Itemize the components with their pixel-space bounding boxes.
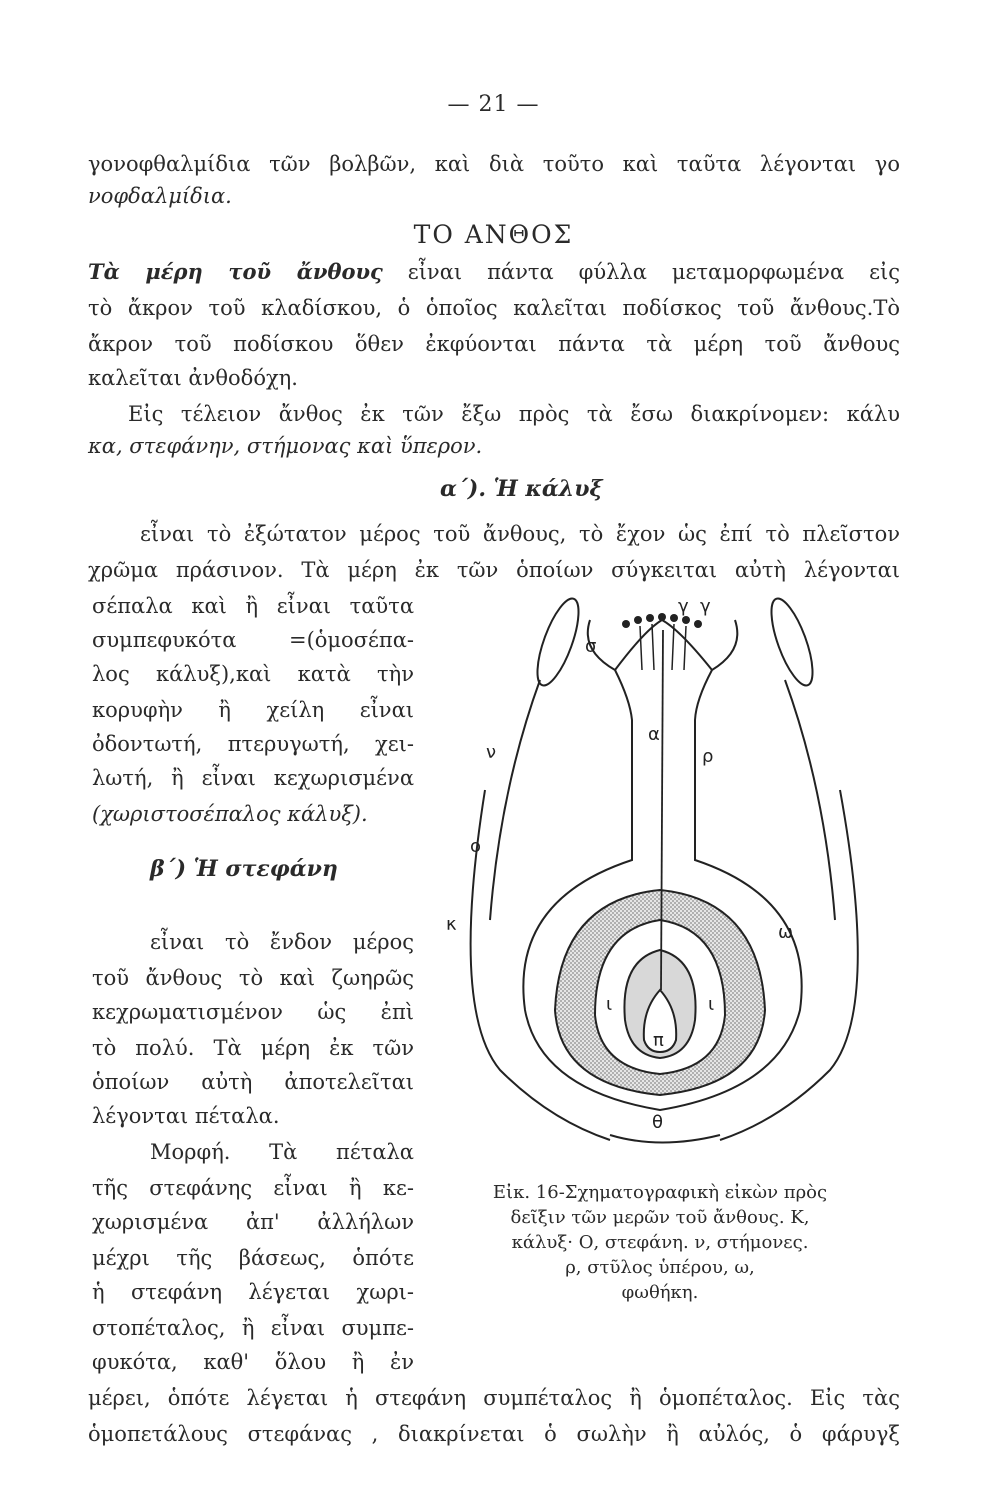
col-b-line-5: ὁποίων αὐτὴ ἀποτελεῖται xyxy=(92,1070,414,1094)
page-number: — 21 — xyxy=(447,92,540,117)
tail-line-1: μέρει, ὁπότε λέγεται ἡ στεφάνη συμπέταλος ἢ ὁμοπέταλος. Εἰς τὰς xyxy=(88,1386,900,1410)
col-a-line-1: σέπαλα καὶ ἢ εἶναι ταῦτα xyxy=(92,594,414,618)
stigmas xyxy=(622,613,702,628)
caption-line-2: δεῖξιν τῶν μερῶν τοῦ ἄνθους. Κ, xyxy=(510,1207,810,1228)
col-c-line-5: ἡ στεφάνη λέγεται χωρι- xyxy=(92,1280,414,1304)
col-c-line-7: φυκότα, καθ' ὅλου ἢ ἐν xyxy=(92,1350,414,1374)
col-b-line-1: εἶναι τὸ ἔνδον μέρος xyxy=(150,930,414,954)
tail-line-2: ὁμοπετάλους στεφάνας , διακρίνεται ὁ σωλὴν ἢ αὐλός, ὁ φάρυγξ xyxy=(88,1422,900,1446)
para3-line-2: χρῶμα πράσινον. Τὰ μέρη ἐκ τῶν ὁποίων σύγκειται αὐτὴ λέγονται xyxy=(88,558,900,582)
intro-line-1: γονοφθαλμίδια τῶν βολβῶν, καὶ διὰ τοῦτο καὶ ταῦτα λέγονται γο xyxy=(88,152,900,176)
para2-line-2: κα, στεφάνην, στήμονας καὶ ὕπερον. xyxy=(88,434,483,458)
label-gamma-2: γ xyxy=(700,596,711,617)
para1-lead: Τὰ μέρη τοῦ ἄνθους xyxy=(88,259,383,284)
para1-line-3: ἄκρον τοῦ ποδίσκου ὅθεν ἐκφύονται πάντα τὰ μέρη τοῦ ἄνθους xyxy=(88,332,900,356)
label-kappa: κ xyxy=(446,914,457,935)
flower-diagram xyxy=(430,590,900,1190)
label-sigma: σ xyxy=(585,636,597,657)
stamen-right-filament xyxy=(785,680,835,920)
col-b-line-4: τὸ πολύ. Τὰ μέρη ἐκ τῶν xyxy=(92,1036,414,1060)
col-c-line-2: τῆς στεφάνης εἶναι ἢ κε- xyxy=(92,1176,414,1200)
section-title: ΤΟ ΑΝΘΟΣ xyxy=(413,220,574,249)
col-a-line-4: κορυφὴν ἢ χείλη εἶναι xyxy=(92,698,414,722)
col-a-line-2: συμπεφυκότα =(ὁμοσέπα- xyxy=(92,628,414,652)
para1-line-2: τὸ ἄκρον τοῦ κλαδίσκου, ὁ ὁποῖος καλεῖται ποδίσκος τοῦ ἄνθους.Τὸ xyxy=(88,296,900,320)
label-rho: ρ xyxy=(702,746,714,767)
col-a-line-7: (χωριστοσέπαλος κάλυξ). xyxy=(92,802,368,826)
para1-line-1-rest: εἶναι πάντα φύλλα μεταμορφωμένα εἰς xyxy=(382,260,900,284)
col-a-line-3: λος κάλυξ),καὶ κατὰ τὴν xyxy=(92,662,414,686)
col-b-line-6: λέγονται πέταλα. xyxy=(92,1104,280,1128)
intro-line-2: νοφδαλμίδια. xyxy=(88,184,232,208)
col-b-line-2: τοῦ ἄνθους τὸ καὶ ζωηρῶς xyxy=(92,966,414,990)
stamen-left-filament xyxy=(490,680,540,920)
para1-line-1 xyxy=(88,258,900,286)
col-a-line-6: λωτή, ἢ εἶναι κεχωρισμένα xyxy=(92,766,414,790)
label-pi: π xyxy=(653,1030,664,1051)
col-c-line-3: χωρισμένα ἀπ' ἀλλήλων xyxy=(92,1210,414,1234)
col-c-line-1: Μορφή. Τὰ πέταλα xyxy=(150,1140,414,1164)
subheading-calyx: α΄). Ἡ κάλυξ xyxy=(440,476,603,502)
col-a-line-5: ὀδοντωτή, πτερυγωτή, χει- xyxy=(92,732,414,756)
col-c-line-6: στοπέταλος, ἢ εἶναι συμπε- xyxy=(92,1316,414,1340)
label-nu: ν xyxy=(486,742,497,763)
label-gamma-1: γ xyxy=(678,596,689,617)
caption-line-5: φωθήκη. xyxy=(621,1282,699,1303)
anther-left xyxy=(529,594,587,690)
anther-right xyxy=(763,594,821,690)
label-omega: ω xyxy=(778,922,794,943)
caption-line-1: Εἰκ. 16-Σχηματογραφικὴ εἰκὼν πρὸς xyxy=(492,1182,828,1203)
para1-line-4: καλεῖται ἀνθοδόχη. xyxy=(88,366,298,390)
caption-line-3: κάλυξ· Ο, στεφάνη. ν, στήμονες. xyxy=(511,1232,809,1253)
figure-caption xyxy=(440,1180,880,1305)
label-theta: θ xyxy=(652,1112,664,1133)
label-omicron: ο xyxy=(470,836,482,857)
para3-line-1: εἶναι τὸ ἐξώτατον μέρος τοῦ ἄνθους, τὸ ἔχον ὡς ἐπί τὸ πλεῖστον xyxy=(140,522,900,546)
label-alpha: α xyxy=(648,724,660,745)
label-iota-1: ι xyxy=(606,994,613,1015)
subheading-corolla: β΄) Ἡ στεφάνη xyxy=(150,856,338,882)
col-b-line-3: κεχρωματισμένον ὡς ἐπὶ xyxy=(92,1000,414,1024)
caption-line-4: ρ, στῦλος ὑπέρου, ω, xyxy=(565,1257,755,1278)
col-c-line-4: μέχρι τῆς βάσεως, ὁπότε xyxy=(92,1246,414,1270)
para2-line-1: Εἰς τέλειον ἄνθος ἐκ τῶν ἔξω πρὸς τὰ ἔσω διακρίνομεν: κάλυ xyxy=(128,402,900,426)
style-line xyxy=(661,630,663,990)
label-iota-2: ι xyxy=(708,994,715,1015)
receptacle xyxy=(610,1135,720,1143)
